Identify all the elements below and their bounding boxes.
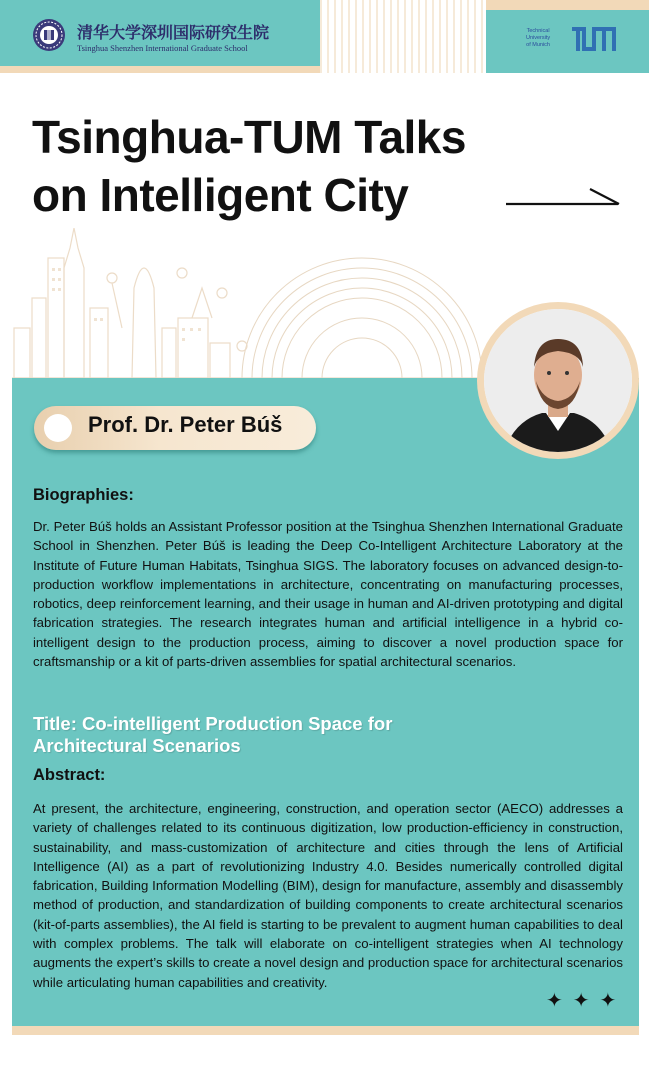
tum-caption-line: University <box>526 35 551 41</box>
school-name-en: Tsinghua Shenzhen International Graduate School <box>77 43 248 53</box>
abstract-text: At present, the architecture, engineering, construction, and operation sector (AECO) addresses a variety of challenges related to its continuous digitization, low production-efficiency in construction, sustainability, and mass-customization of architecture and cities through the lens of Artificial Intelligence (AI) as a part of revolutionizing Industry 4.0. Besides numerically controlled digital fabrication, Building Information Modelling (BIM), design for manufacture, assembly and disassembly method of production, and standardization of building components to create architectural scenarios (kit-of-parts assemblies), the AI field is starting to be prevalent to augment human capabilities to deal with complex problems. The talk will elaborate on co-intelligent strategies when AI technology augments the expert’s skills to create a novel design and production space for architectural scenarios while articulating human capabilities and creativity. <box>33 801 623 990</box>
header-pattern <box>320 0 486 73</box>
tsinghua-seal-icon <box>32 18 66 52</box>
biography-text: Dr. Peter Búš holds an Assistant Professor position at the Tsinghua Shenzhen International Graduate School in Shenzhen. Peter Búš is leading the Deep Co-Intelligent Architecture Laboratory at the Institute of Future Human Habitats, Tsinghua SIGS. The laboratory focuses on advanced design-to-production workflow implementations in architecture, concentrating on manufacturing processes, robotics, deep reinforcement learning, and their usage in human and AI-driven prototyping and digital fabrication strategies. The research integrates human and artificial intelligence in a hybrid co-intelligent design to the production process, aiming to discover a novel production space for craftsmanship or a kit of parts-driven assemblies for spatial architectural scenarios. <box>33 519 623 670</box>
talk-title-line1: Title: Co-intelligent Production Space for <box>33 713 393 734</box>
speaker-name: Prof. Dr. Peter Búš <box>88 412 283 437</box>
tum-university-caption <box>526 28 550 49</box>
talk-title-line2: Architectural Scenarios <box>33 735 241 756</box>
event-title-line1: Tsinghua-TUM Talks <box>32 111 466 163</box>
biography-heading: Biographies: <box>33 486 134 504</box>
tum-caption-line: of Munich <box>526 42 550 48</box>
header-right-stripe <box>486 0 649 10</box>
header-left-stripe <box>0 66 320 73</box>
event-title <box>32 108 466 224</box>
talk-title <box>33 713 533 757</box>
sparkle-stars-icon: ✦✦✦ <box>546 990 627 1012</box>
school-name-cn: 清华大学深圳国际研究生院 <box>77 23 270 42</box>
header-right-band <box>486 0 649 73</box>
arrow-right-icon <box>506 186 622 208</box>
tum-caption-line: Technical <box>526 28 550 34</box>
bottom-stripe <box>12 1026 639 1035</box>
city-skyline-illustration <box>12 228 482 380</box>
abstract-heading: Abstract: <box>33 766 106 784</box>
speaker-photo <box>484 309 632 452</box>
event-title-line2: on Intelligent City <box>32 169 409 221</box>
tum-logo <box>572 27 616 51</box>
bullet-dot-icon <box>44 414 72 442</box>
speaker-avatar-icon <box>484 309 632 452</box>
